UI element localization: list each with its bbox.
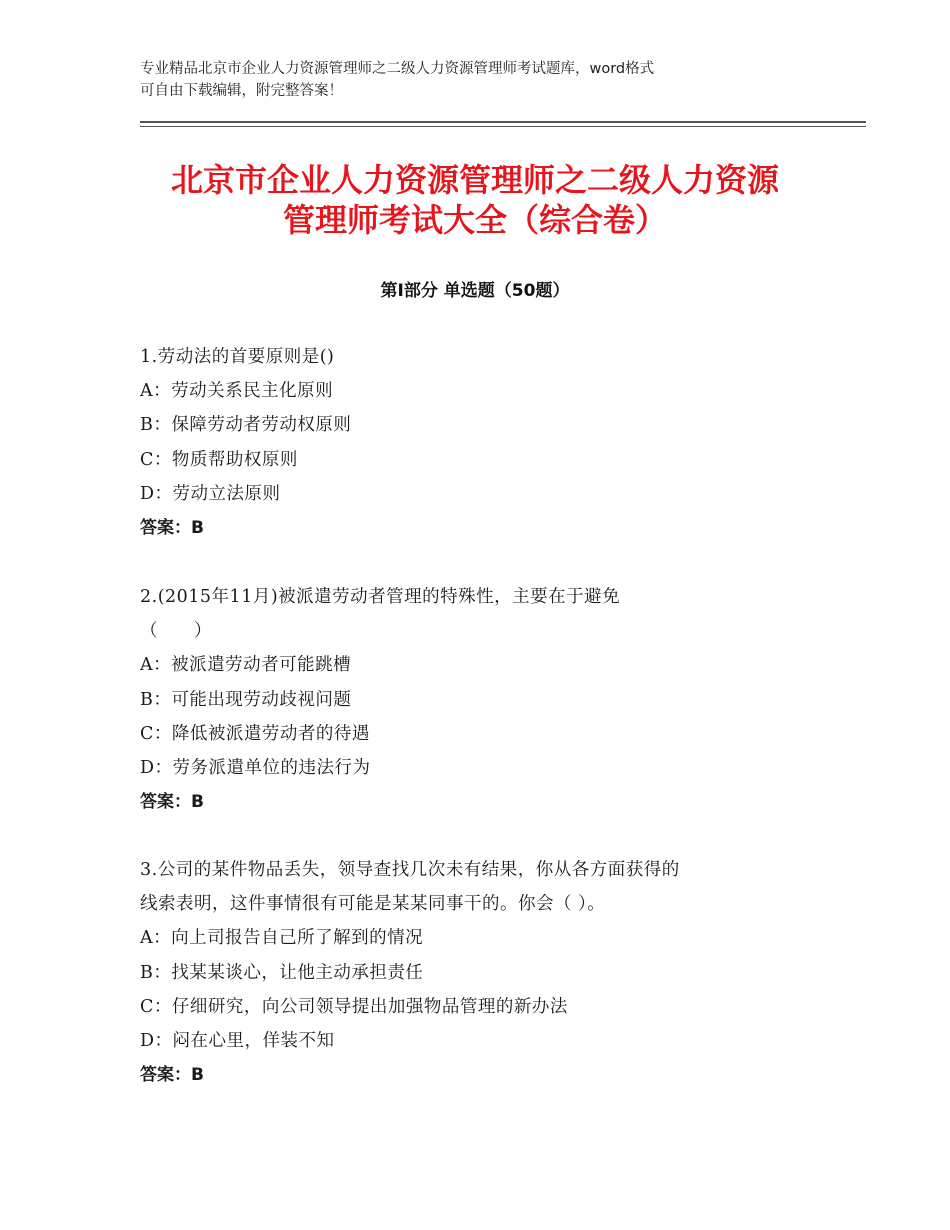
option-c: C：仔细研究，向公司领导提出加强物品管理的新办法 xyxy=(140,996,568,1017)
header-divider-thin xyxy=(140,126,866,127)
question-block xyxy=(140,580,820,819)
header-note xyxy=(140,58,820,102)
option-d: D：闷在心里，佯装不知 xyxy=(140,1031,335,1052)
option-b: B：可能出现劳动歧视问题 xyxy=(140,689,352,710)
option-d: D：劳务派遣单位的违法行为 xyxy=(140,758,371,779)
header-note-line: 专业精品北京市企业人力资源管理师之二级人力资源管理师考试题库，word格式 xyxy=(140,61,655,77)
question-block xyxy=(140,853,820,1092)
option-b: B：保障劳动者劳动权原则 xyxy=(140,415,352,436)
question-stem-continued: （ ） xyxy=(140,621,212,642)
answer-line: 答案：B xyxy=(140,1065,204,1086)
question-block xyxy=(140,340,820,545)
option-b: B：找某某谈心，让他主动承担责任 xyxy=(140,962,424,983)
option-a: A：劳动关系民主化原则 xyxy=(140,381,334,402)
option-d: D：劳动立法原则 xyxy=(140,483,281,504)
document-title-line: 北京市企业人力资源管理师之二级人力资源 xyxy=(170,161,779,199)
document-title-line: 管理师考试大全（综合卷） xyxy=(282,201,667,239)
section-title: 第Ⅰ部分 单选题（50题） xyxy=(380,281,570,301)
option-c: C：降低被派遣劳动者的待遇 xyxy=(140,723,370,744)
question-stem: 1.劳动法的首要原则是() xyxy=(140,347,335,367)
question-stem-continued: 线索表明，这件事情很有可能是某某同事干的。你会（ ）。 xyxy=(140,894,606,915)
option-a: A：向上司报告自己所了解到的情况 xyxy=(140,928,424,949)
answer-line: 答案：B xyxy=(140,518,204,539)
question-stem: 2.(2015年11月)被派遣劳动者管理的特殊性，主要在于避免 xyxy=(140,587,621,607)
question-stem: 3.公司的某件物品丢失，领导查找几次未有结果，你从各方面获得的 xyxy=(140,860,680,880)
header-note-line: 可自由下载编辑，附完整答案！ xyxy=(140,83,343,99)
document-title xyxy=(100,160,850,240)
answer-line: 答案：B xyxy=(140,792,204,813)
option-a: A：被派遣劳动者可能跳槽 xyxy=(140,655,352,676)
header-divider xyxy=(140,121,866,123)
option-c: C：物质帮助权原则 xyxy=(140,449,298,470)
